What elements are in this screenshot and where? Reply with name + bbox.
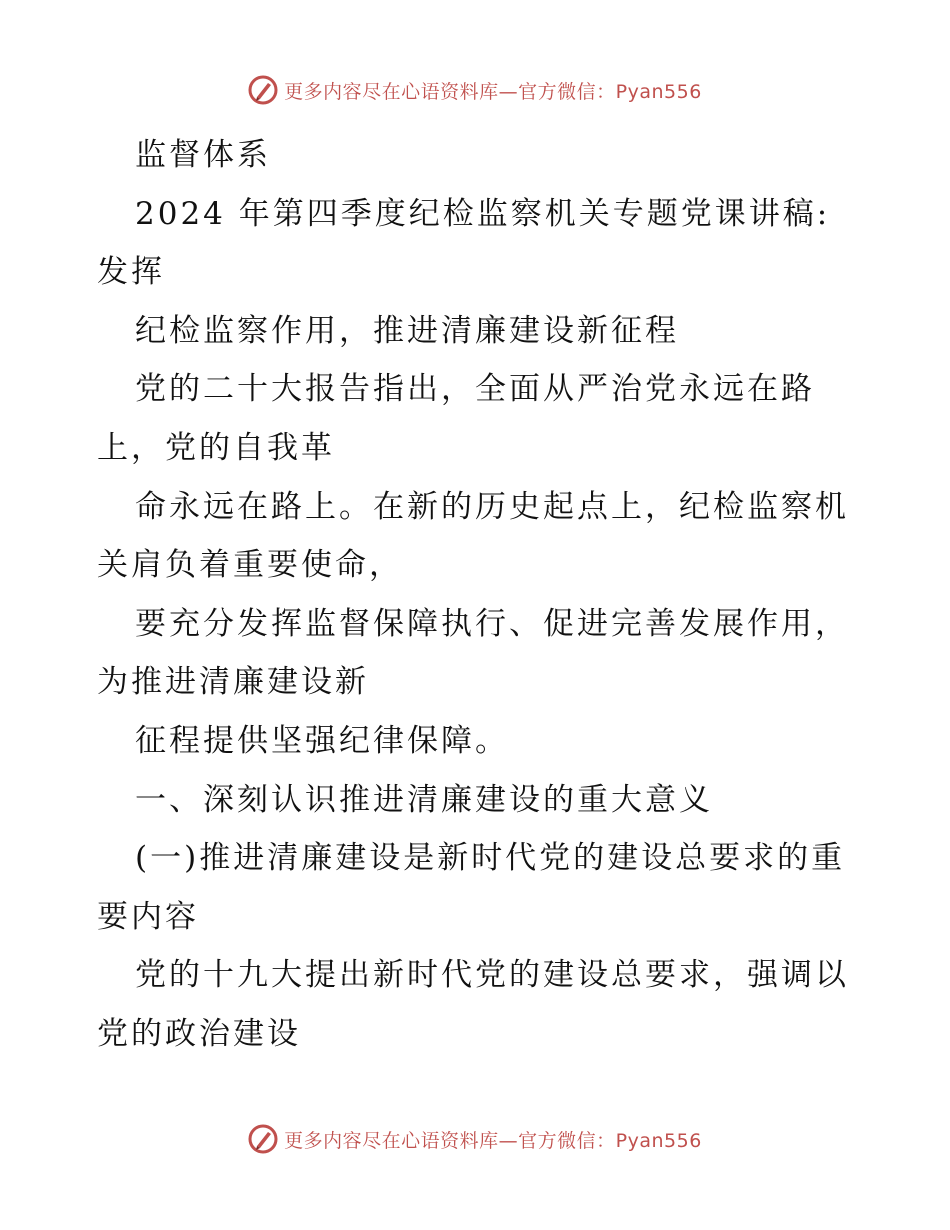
body-line: 2024 年第四季度纪检监察机关专题党课讲稿: — [135, 195, 831, 232]
pen-logo-icon — [248, 1124, 278, 1154]
footer-watermark — [0, 1119, 950, 1159]
section-heading: 一、深刻认识推进清廉建设的重大意义 — [135, 781, 713, 818]
body-line: 关肩负着重要使命， — [97, 547, 403, 584]
header-watermark-inner — [248, 75, 702, 105]
pen-logo-icon — [248, 75, 278, 105]
body-line: 党的二十大报告指出，全面从严治党永远在路 — [135, 371, 815, 408]
body-line: 发挥 — [97, 254, 165, 291]
header-watermark — [0, 70, 950, 110]
footer-watermark-text: 更多内容尽在心语资料库—官方微信：Pyan556 — [284, 1129, 702, 1152]
body-line: 党的十九大提出新时代党的建设总要求，强调以 — [135, 957, 849, 994]
body-line: 命永远在路上。在新的历史起点上，纪检监察机 — [135, 488, 849, 525]
body-line: 征程提供坚强纪律保障。 — [135, 722, 509, 759]
header-watermark-text: 更多内容尽在心语资料库—官方微信：Pyan556 — [284, 80, 702, 103]
body-line: 党的政治建设 — [97, 1015, 301, 1052]
body-line: 要内容 — [97, 898, 199, 935]
body-line: 要充分发挥监督保障执行、促进完善发展作用， — [135, 605, 849, 642]
body-line: 纪检监察作用，推进清廉建设新征程 — [135, 312, 679, 349]
body-line: 监督体系 — [135, 137, 271, 173]
body-line: 上，党的自我革 — [97, 429, 335, 466]
body-line: 为推进清廉建设新 — [97, 664, 369, 701]
footer-watermark-inner — [248, 1124, 702, 1154]
subsection-heading: (一)推进清廉建设是新时代党的建设总要求的重 — [135, 840, 846, 877]
document-body — [97, 126, 857, 1064]
